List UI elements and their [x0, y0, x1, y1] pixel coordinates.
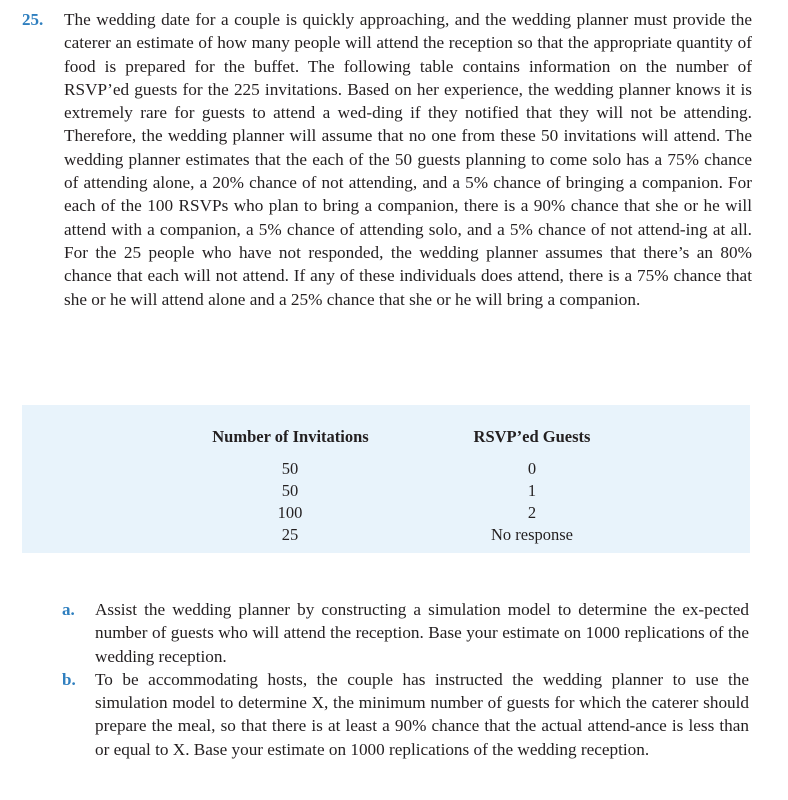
part-b: [62, 668, 750, 761]
part-b-text: To be accommodating hosts, the couple has instructed the wedding planner to use the simulation model to determine X, the minimum number of guests for which the caterer should prepare the meal, so that there is at least a 90% chance that the actual attend-ance is less than or equal to X. Base your estimate on 1000 replications of the wedding reception.: [95, 669, 749, 759]
invitations-cell: 100: [277, 503, 303, 522]
problem-number: 25.: [22, 10, 44, 29]
part-a-label: a.: [62, 600, 75, 619]
column-header-invitations: Number of Invitations: [212, 427, 369, 446]
part-b-label: b.: [62, 669, 76, 689]
table-body: [22, 458, 750, 546]
problem-25: [22, 8, 757, 311]
invitations-cell: 50: [281, 459, 299, 478]
part-a: [62, 598, 750, 668]
invitations-cell: 25: [281, 525, 299, 544]
problem-statement: The wedding date for a couple is quickly approaching, and the wedding planner must provide the caterer an estimate of how many people will attend the reception so that the appropriate quantity of food is prepared for the buffet. The following table contains information on the number of RSVP’ed guests for the 225 invitations. Based on her experience, the wedding planner knows it is extremely rare for guests to attend a wed-ding if they notified that they will not be attending. Therefore, the wedding planner will assume that no one from these 50 invitations will attend. The wedding planner estimates that the each of the 50 guests planning to come solo has a 75% chance of attending alone, a 20% chance of not attending, and a 5% chance of bringing a companion. For each of the 100 RSVPs who plan to bring a companion, there is a 90% chance that she or he will attend with a companion, a 5% chance of attending solo, and a 5% chance of not attend-ing at all. For the 25 people who have not responded, the wedding planner assumes that there’s an 80% chance that each will not attend. If any of these individuals does attend, there is a 75% chance that she or he will attend alone and a 25% chance that she or he will bring a companion.: [64, 10, 752, 309]
problem-parts: [62, 598, 750, 761]
rsvp-cell: 0: [527, 459, 537, 478]
rsvp-table: [22, 405, 750, 553]
table-row: [22, 502, 750, 524]
rsvp-cell: 2: [527, 503, 537, 522]
table-row: [22, 480, 750, 502]
invitations-cell: 50: [281, 481, 299, 500]
rsvp-cell: 1: [527, 481, 537, 500]
part-a-text: Assist the wedding planner by constructing a simulation model to determine the ex-pected number of guests who will attend the reception. Base your estimate on 1000 replications of the wedding reception.: [95, 600, 749, 666]
rsvp-cell: No response: [490, 525, 574, 544]
table-row: [22, 524, 750, 546]
column-header-rsvped-guests: RSVP’ed Guests: [473, 427, 591, 446]
table-row: [22, 458, 750, 480]
